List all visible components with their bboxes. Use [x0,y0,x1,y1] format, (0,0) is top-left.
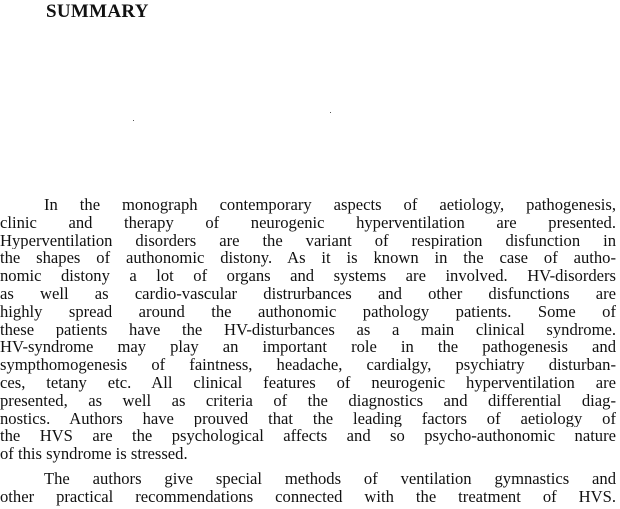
text-line: In the monograph contemporary aspects of aetiology, pathogenesis, [44,196,616,214]
scan-speck [133,120,134,121]
summary-body [0,196,616,506]
paragraph-gap [0,463,616,470]
paragraph [0,196,616,463]
text-line: these patients have the HV-disturbances as a main clinical syndrome. [0,320,616,339]
text-line: the HVS are the psychological affects and so psycho-authonomic nature [0,427,616,446]
page-title: SUMMARY [46,1,149,22]
text-line: HV-syndrome may play an important role in the pathogenesis and [0,338,616,357]
text-line: Hyperventilation disorders are the variant of respiration disfunction in [0,231,616,250]
text-line: of this syndrome is stressed. [0,444,188,464]
text-line: ces, tetany etc. All clinical features of neurogenic hyperventilation are [0,373,616,392]
text-line: nostics. Authors have prouved that the leading factors of aetiology of [0,409,616,428]
scan-speck [330,112,331,113]
text-line: clinic and therapy of neurogenic hyperventilation are presented. [0,213,616,232]
text-line: the shapes of authonomic distony. As it is known in the case of autho- [0,249,616,268]
text-line: highly spread around the authonomic pathology patients. Some of [0,302,616,321]
text-line: other practical recommendations connected with the treatment of HVS. [0,487,616,506]
text-line: as well as cardio-vascular distrurbances and other disfunctions are [0,284,616,303]
paragraph [0,470,616,506]
text-line: sympthomogenesis of faintness, headache, cardialgy, psychiatry disturban- [0,356,616,374]
text-line: The authors give special methods of ventilation gymnastics and [44,469,616,488]
text-line: nomic distony a lot of organs and systems are involved. HV-disorders [0,267,616,285]
text-line: presented, as well as criteria of the diagnostics and differential diag- [0,391,616,410]
